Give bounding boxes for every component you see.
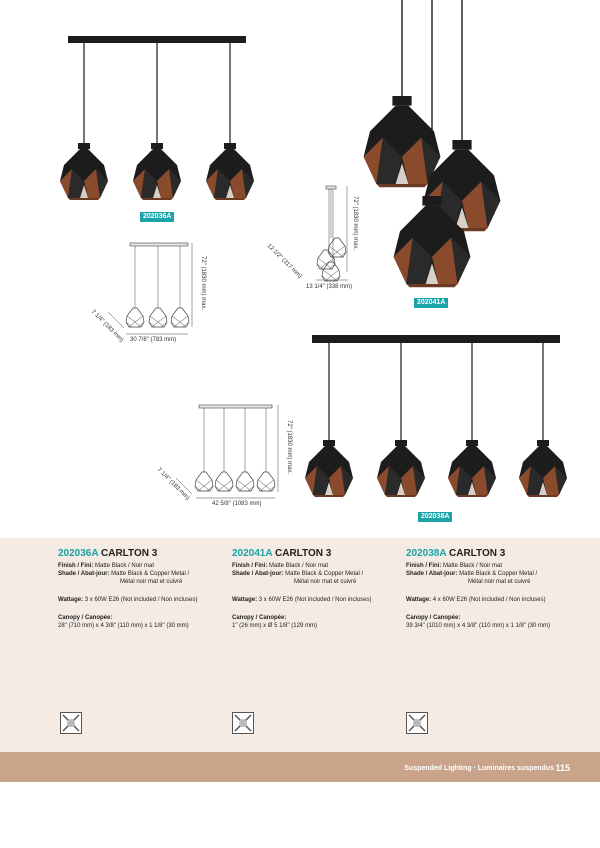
spec-column-202036a: 202036A CARLTON 3 Finish / Fini: Matte Black / Noir mat Shade / Abat-jour: Matte Black & Copper Metal / Métal noir mat et cuivré Wattage: 3 x 60W E26 (Not included / Non incluses) Canopy / Canopée: 28" (710 mm) x 4 3/8" (110 mm) x 1 1/8" (30 mm)	[58, 548, 238, 630]
dim-height-202036a: 72" (1830 mm) max.	[200, 256, 206, 311]
page-number: 115	[555, 763, 570, 773]
lamp-202041a-photo	[364, 0, 501, 287]
dim-depth-202038a: 7 1/4" (183 mm)	[155, 467, 191, 502]
product-tag-202041a: 202041A	[414, 298, 448, 308]
spec-title: 202041A CARLTON 3	[232, 548, 332, 559]
damp-location-icon	[232, 712, 254, 734]
diagram-202038a	[176, 405, 278, 498]
dim-height-202041a: 72" (1830 mm) max.	[352, 196, 358, 251]
damp-location-icon	[406, 712, 428, 734]
dim-width-202036a: 30 7/8" (783 mm)	[130, 337, 177, 343]
lamp-202036a-photo	[60, 36, 254, 200]
dim-depth-202041a: 12 1/2" (317 mm)	[265, 243, 303, 280]
diagram-202036a	[108, 243, 192, 334]
diagram-202041a	[316, 186, 348, 281]
spec-column-202041a: 202041A CARLTON 3 Finish / Fini: Matte Black / Noir mat Shade / Abat-jour: Matte Black & Copper Metal / Métal noir mat et cuivré Wattage: 3 x 60W E26 (Not included / Non incluses) Canopy / Canopée: 1" (26 mm) x Ø 5 1/8" (129 mm)	[232, 548, 412, 630]
spec-column-202038a: 202038A CARLTON 3 Finish / Fini: Matte Black / Noir mat Shade / Abat-jour: Matte Black & Copper Metal / Métal noir mat et cuivré Wattage: 4 x 60W E26 (Not included / Non incluses) Canopy / Canopée: 39 3/4" (1010 mm) x 4 3/8" (110 mm) x 1 1/8" (30 mm)	[406, 548, 586, 630]
spec-title: 202036A CARLTON 3	[58, 548, 158, 559]
product-tag-202036a: 202036A	[140, 212, 174, 222]
dim-depth-202036a: 7 1/4" (183 mm)	[89, 309, 125, 344]
lamp-202038a-photo	[305, 335, 567, 497]
section-title: Suspended Lighting · Luminaires suspendus	[404, 765, 554, 772]
dim-height-202038a: 72" (1830 mm) max.	[286, 420, 292, 475]
product-tag-202038a: 202038A	[418, 512, 452, 522]
damp-location-icon	[60, 712, 82, 734]
spec-title: 202038A CARLTON 3	[406, 548, 506, 559]
dim-width-202038a: 42 5/8" (1083 mm)	[212, 501, 262, 507]
dim-width-202041a: 13 1/4" (338 mm)	[306, 284, 353, 290]
page-footer	[0, 752, 600, 782]
